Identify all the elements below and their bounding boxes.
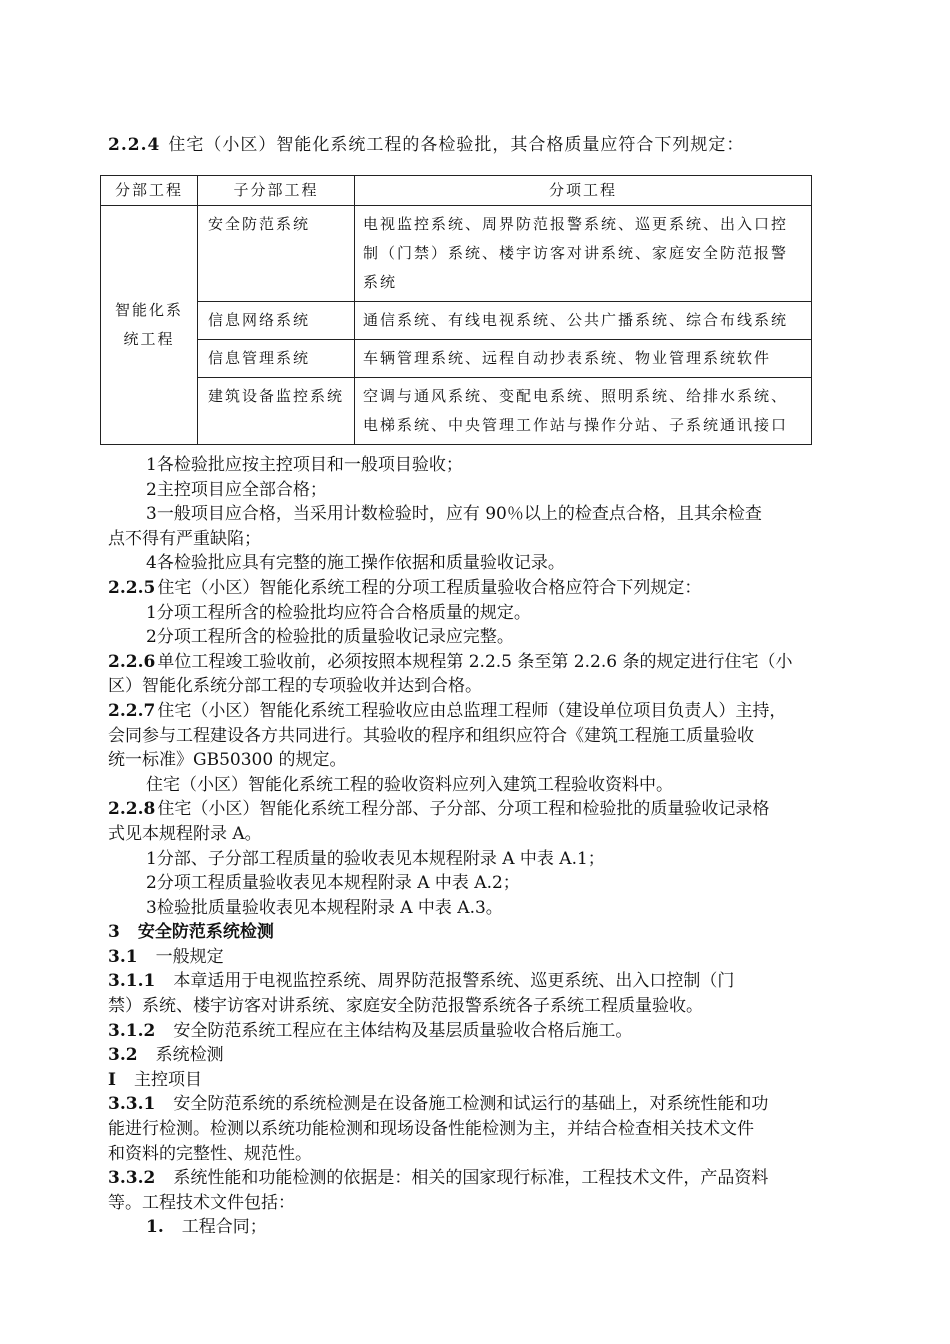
clause-number: 3.1.2 (108, 1020, 156, 1041)
table-row (101, 206, 812, 302)
clause-text: 安全防范系统的系统检测是在设备施工检测和试运行的基础上，对系统性能和功 (173, 1094, 769, 1115)
text-line (108, 1043, 853, 1068)
clause-text: 会同参与工程建设各方共同进行。其验收的程序和组织应符合《建筑工程施工质量验收 (108, 725, 754, 746)
clause-number: 3.1 (108, 946, 138, 967)
text-line (108, 773, 853, 798)
text-line (108, 1019, 853, 1044)
clause-text: 单位工程竣工验收前，必须按照本规程第 2.2.5 条至第 2.2.6 条的规定进行住宅（小 (157, 651, 793, 672)
items-cell: 空调与通风系统、变配电系统、照明系统、给排水系统、电梯系统、中央管理工作站与操作分站、子系统通讯接口 (355, 378, 812, 445)
text-line (108, 920, 853, 945)
group-cell: 智能化系统工程 (101, 206, 198, 445)
text-line (108, 1215, 853, 1240)
text-line (108, 969, 853, 994)
clause-text: 系统性能和功能检测的依据是：相关的国家现行标准，工程技术文件，产品资料 (173, 1168, 769, 1189)
text-line (108, 576, 853, 601)
clause-number: 2.2.5 (108, 577, 156, 598)
text-line (108, 724, 853, 749)
clause-text: 等。工程技术文件包括： (108, 1192, 295, 1213)
clause-text: 和资料的完整性、规范性。 (108, 1143, 312, 1164)
subdivision-cell: 安全防范系统 (198, 206, 355, 302)
text-line (108, 1068, 853, 1093)
subdivision-cell: 建筑设备监控系统 (198, 378, 355, 445)
header-subdivision: 子分部工程 (198, 176, 355, 206)
clause-number: Ⅰ (108, 1069, 116, 1090)
clause-text: 2分项工程质量验收表见本规程附录 A 中表 A.2； (146, 873, 520, 894)
text-line (108, 551, 853, 576)
text-line (108, 502, 853, 527)
clause-text: 2主控项目应全部合格； (146, 479, 327, 500)
text-line (108, 847, 853, 872)
items-cell: 电视监控系统、周界防范报警系统、巡更系统、出入口控制（门禁）系统、楼宇访客对讲系统、家庭安全防范报警系统 (355, 206, 812, 302)
text-line (108, 822, 853, 847)
clause-text: 住宅（小区）智能化系统工程的验收资料应列入建筑工程验收资料中。 (146, 774, 673, 795)
clause-text: 安全防范系统工程应在主体结构及基层质量验收合格后施工。 (173, 1020, 633, 1041)
clause-text: 本章适用于电视监控系统、周界防范报警系统、巡更系统、出入口控制（门 (173, 971, 735, 992)
clause-text: 3一般项目应合格，当采用计数检验时，应有 90％以上的检查点合格，且其余检查 (146, 504, 762, 525)
document-body (108, 453, 853, 1240)
table-row (101, 340, 812, 378)
subdivision-cell: 信息网络系统 (198, 302, 355, 340)
clause-text: 1分部、子分部工程质量的验收表见本规程附录 A 中表 A.1； (146, 848, 605, 869)
clause-number: 3.3.2 (108, 1168, 156, 1189)
text-line (108, 896, 853, 921)
text-line (108, 748, 853, 773)
clause-text: 4各检验批应具有完整的施工操作依据和质量验收记录。 (146, 553, 565, 574)
clause-number: 2.2.8 (108, 799, 156, 820)
text-line (108, 527, 853, 552)
text-line (108, 871, 853, 896)
clause-text: 住宅（小区）智能化系统工程分部、子分部、分项工程和检验批的质量验收记录格 (157, 799, 770, 820)
clause-text: 主控项目 (133, 1069, 202, 1090)
clause-text: 区）智能化系统分部工程的专项验收并达到合格。 (108, 676, 482, 697)
section-2-2-4-intro (108, 130, 744, 155)
clause-text: 一般规定 (155, 946, 224, 967)
table-row (101, 302, 812, 340)
clause-number: 3.2 (108, 1045, 138, 1066)
clause-text: 统一标准》GB50300 的规定。 (108, 750, 347, 771)
table-row (101, 378, 812, 445)
text-line (108, 945, 853, 970)
text-line (108, 994, 853, 1019)
text-line (108, 1092, 853, 1117)
clause-text: 式见本规程附录 A。 (108, 823, 262, 844)
text-line (108, 1191, 853, 1216)
clause-text: 工程合同； (181, 1217, 267, 1238)
text-line (108, 1166, 853, 1191)
clause-text: 安全防范系统检测 (137, 922, 274, 943)
text-line (108, 650, 853, 675)
clause-number: 3.1.1 (108, 971, 156, 992)
subdivision-cell: 信息管理系统 (198, 340, 355, 378)
clause-number: 1. (146, 1217, 164, 1238)
table-header-row (101, 176, 812, 206)
text-line (108, 625, 853, 650)
clause-text: 点不得有严重缺陷； (108, 528, 261, 549)
text-line (108, 699, 853, 724)
clause-text: 住宅（小区）智能化系统工程验收应由总监理工程师（建设单位项目负责人）主持， (157, 700, 787, 721)
text-line (108, 453, 853, 478)
header-item: 分项工程 (355, 176, 812, 206)
acceptance-table (100, 175, 812, 445)
clause-text: 1分项工程所含的检验批均应符合合格质量的规定。 (146, 602, 531, 623)
clause-number: 3.3.1 (108, 1094, 156, 1115)
clause-text: 住宅（小区）智能化系统工程的分项工程质量验收合格应符合下列规定： (157, 577, 702, 598)
header-division: 分部工程 (101, 176, 198, 206)
clause-number: 2.2.6 (108, 651, 156, 672)
items-cell: 通信系统、有线电视系统、公共广播系统、综合布线系统 (355, 302, 812, 340)
clause-number: 3 (108, 922, 120, 943)
text-line (108, 1142, 853, 1167)
clause-text: 3检验批质量验收表见本规程附录 A 中表 A.3。 (146, 897, 503, 918)
clause-number: 2.2.4 (108, 135, 161, 155)
text-line (108, 674, 853, 699)
clause-text: 住宅（小区）智能化系统工程的各检验批，其合格质量应符合下列规定： (168, 135, 745, 155)
text-line (108, 1117, 853, 1142)
clause-text: 能进行检测。检测以系统功能检测和现场设备性能检测为主，并结合检查相关技术文件 (108, 1119, 754, 1140)
clause-number: 2.2.7 (108, 700, 156, 721)
clause-text: 2分项工程所含的检验批的质量验收记录应完整。 (146, 627, 514, 648)
clause-text: 系统检测 (155, 1045, 224, 1066)
text-line (108, 797, 853, 822)
items-cell: 车辆管理系统、远程自动抄表系统、物业管理系统软件 (355, 340, 812, 378)
text-line (108, 601, 853, 626)
clause-text: 禁）系统、楼宇访客对讲系统、家庭安全防范报警系统各子系统工程质量验收。 (108, 996, 703, 1017)
clause-text: 1各检验批应按主控项目和一般项目验收； (146, 455, 463, 475)
text-line (108, 478, 853, 503)
